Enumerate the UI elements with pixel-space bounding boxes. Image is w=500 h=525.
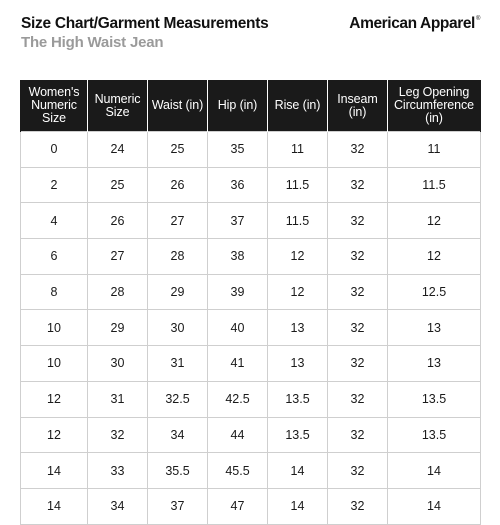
column-header-rise: Rise (in) [268,80,328,132]
cell-waist: 34 [148,417,208,453]
cell-rise: 13 [268,310,328,346]
cell-waist: 29 [148,274,208,310]
cell-rise: 14 [268,453,328,489]
table-row [21,132,481,168]
table-row [21,381,481,417]
cell-hip: 40 [208,310,268,346]
cell-waist: 27 [148,203,208,239]
cell-rise: 11 [268,132,328,168]
table-row [21,274,481,310]
cell-hip: 37 [208,203,268,239]
cell-numeric-size: 32 [88,417,148,453]
cell-inseam: 32 [328,488,388,524]
cell-inseam: 32 [328,239,388,275]
cell-leg-opening: 14 [388,453,481,489]
cell-numeric-size: 29 [88,310,148,346]
table-row [21,310,481,346]
cell-waist: 26 [148,167,208,203]
cell-womens-size: 12 [21,381,88,417]
cell-leg-opening: 12.5 [388,274,481,310]
cell-rise: 13.5 [268,417,328,453]
cell-womens-size: 14 [21,453,88,489]
cell-inseam: 32 [328,417,388,453]
cell-womens-size: 2 [21,167,88,203]
header-row [21,80,481,132]
cell-rise: 11.5 [268,167,328,203]
table-body [21,132,481,525]
cell-leg-opening: 12 [388,239,481,275]
cell-hip: 39 [208,274,268,310]
cell-waist: 31 [148,346,208,382]
cell-rise: 11.5 [268,203,328,239]
cell-hip: 35 [208,132,268,168]
cell-leg-opening: 13 [388,310,481,346]
cell-numeric-size: 24 [88,132,148,168]
table-row [21,488,481,524]
cell-hip: 45.5 [208,453,268,489]
cell-numeric-size: 34 [88,488,148,524]
cell-womens-size: 12 [21,417,88,453]
cell-numeric-size: 25 [88,167,148,203]
cell-inseam: 32 [328,132,388,168]
product-subtitle: The High Waist Jean [21,34,164,51]
cell-leg-opening: 13 [388,346,481,382]
cell-hip: 41 [208,346,268,382]
cell-inseam: 32 [328,310,388,346]
table-row [21,453,481,489]
cell-numeric-size: 30 [88,346,148,382]
cell-rise: 13.5 [268,381,328,417]
cell-waist: 37 [148,488,208,524]
cell-inseam: 32 [328,381,388,417]
table-row [21,346,481,382]
column-header-leg-opening: Leg Opening Circumference (in) [388,80,481,132]
cell-waist: 30 [148,310,208,346]
cell-hip: 36 [208,167,268,203]
column-header-waist: Waist (in) [148,80,208,132]
column-header-numeric-size: Numeric Size [88,80,148,132]
cell-womens-size: 8 [21,274,88,310]
cell-womens-size: 10 [21,310,88,346]
brand-name: American Apparel [349,15,475,32]
cell-hip: 47 [208,488,268,524]
column-header-inseam: Inseam (in) [328,80,388,132]
cell-inseam: 32 [328,167,388,203]
cell-hip: 38 [208,239,268,275]
cell-womens-size: 0 [21,132,88,168]
cell-inseam: 32 [328,274,388,310]
column-header-hip: Hip (in) [208,80,268,132]
column-header-womens-size: Women's Numeric Size [21,80,88,132]
table-row [21,203,481,239]
cell-numeric-size: 28 [88,274,148,310]
cell-waist: 32.5 [148,381,208,417]
table-header [21,80,481,132]
table-row [21,417,481,453]
cell-womens-size: 14 [21,488,88,524]
registered-mark: ® [475,16,480,22]
cell-leg-opening: 11 [388,132,481,168]
cell-inseam: 32 [328,453,388,489]
cell-inseam: 32 [328,203,388,239]
cell-leg-opening: 11.5 [388,167,481,203]
cell-leg-opening: 13.5 [388,417,481,453]
cell-hip: 44 [208,417,268,453]
cell-numeric-size: 27 [88,239,148,275]
cell-waist: 35.5 [148,453,208,489]
cell-hip: 42.5 [208,381,268,417]
cell-leg-opening: 14 [388,488,481,524]
cell-womens-size: 6 [21,239,88,275]
cell-numeric-size: 26 [88,203,148,239]
table-row [21,167,481,203]
cell-rise: 14 [268,488,328,524]
cell-leg-opening: 13.5 [388,381,481,417]
cell-inseam: 32 [328,346,388,382]
cell-waist: 25 [148,132,208,168]
cell-womens-size: 4 [21,203,88,239]
size-chart-table [20,80,481,525]
brand-logo [349,15,480,33]
cell-rise: 12 [268,274,328,310]
cell-waist: 28 [148,239,208,275]
cell-numeric-size: 33 [88,453,148,489]
page-title: Size Chart/Garment Measurements [21,15,269,32]
cell-womens-size: 10 [21,346,88,382]
cell-rise: 12 [268,239,328,275]
cell-rise: 13 [268,346,328,382]
cell-leg-opening: 12 [388,203,481,239]
cell-numeric-size: 31 [88,381,148,417]
table-row [21,239,481,275]
